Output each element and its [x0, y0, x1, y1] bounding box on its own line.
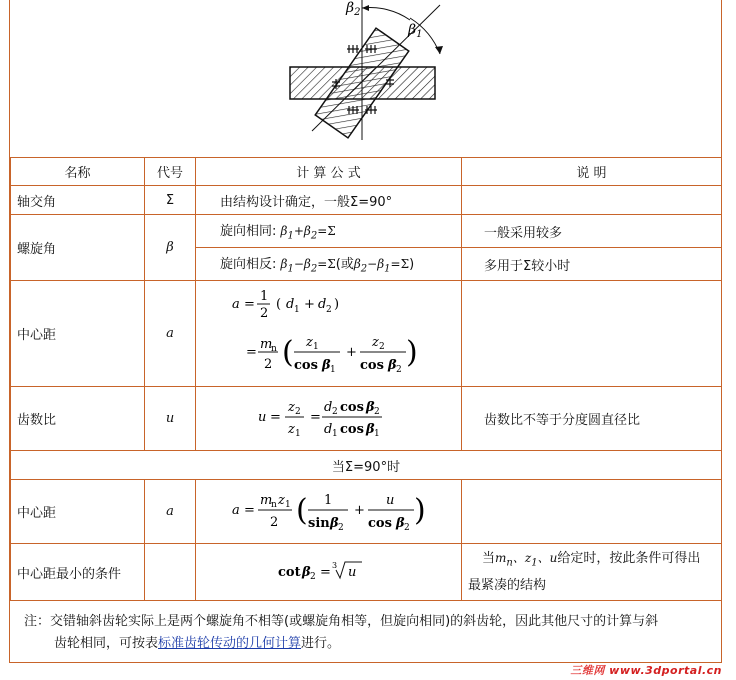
svg-text:=: =: [310, 409, 321, 425]
beta2-label: β: [346, 0, 355, 16]
svg-text:z: z: [372, 334, 379, 350]
svg-text:n: n: [271, 343, 277, 354]
note-prefix: 当: [482, 551, 496, 567]
cell-name: 螺旋角: [11, 215, 145, 281]
svg-text:cos: cos: [360, 357, 384, 373]
svg-text:2: 2: [374, 406, 380, 417]
table-row-section: [11, 451, 722, 480]
alt-prefix: 或: [340, 257, 354, 273]
svg-text:z: z: [278, 492, 285, 508]
opposite-prefix: 旋向相反:: [220, 257, 277, 273]
cell-formula-opposite: 旋向相反: $\beta_1-\beta_2=\Sigma$(或$\beta_2-\beta_1=\Sigma$): [196, 248, 462, 281]
svg-text:1: 1: [294, 304, 300, 315]
cell-note: [462, 480, 722, 544]
svg-text:=: =: [244, 296, 255, 312]
svg-text:cos: cos: [340, 421, 364, 437]
center-distance-90-formula: [202, 482, 452, 538]
cell-symbol: [145, 544, 196, 601]
cell-symbol: u: [145, 387, 196, 451]
svg-text:+: +: [304, 296, 315, 312]
svg-text:1: 1: [260, 288, 269, 304]
cell-name: 轴交角: [11, 186, 145, 215]
var-z-sub: 1: [531, 557, 538, 569]
gear-diagram: [10, 0, 721, 158]
cell-note: 当$m_n$、$z_1$、u给定时，按此条件可得出 最紧凑的结构: [462, 544, 722, 601]
svg-text:β: β: [396, 515, 405, 531]
svg-text:a: a: [232, 502, 240, 518]
svg-text:1: 1: [330, 364, 336, 375]
cell-note: [462, 186, 722, 215]
svg-text:sin: sin: [308, 515, 330, 531]
table-row-center-distance-90: [11, 480, 722, 544]
min-condition-formula: [202, 550, 452, 590]
var-u: u: [549, 551, 558, 566]
svg-text:n: n: [271, 499, 277, 510]
cell-note-opposite: 多用于Σ较小时: [462, 248, 722, 281]
svg-text:1: 1: [295, 428, 301, 439]
svg-text:): ): [334, 296, 340, 312]
svg-text:1: 1: [332, 428, 338, 439]
cell-formula: [196, 544, 462, 601]
cell-note: [462, 281, 722, 387]
svg-text:2: 2: [260, 305, 269, 321]
beta2-subscript: 2: [354, 7, 361, 18]
table-row-ratio: [11, 387, 722, 451]
svg-text:2: 2: [332, 406, 338, 417]
svg-text:=: =: [246, 344, 257, 360]
cell-symbol: a: [145, 480, 196, 544]
cell-formula: [196, 387, 462, 451]
watermark-url: www.3dportal.cn: [609, 664, 722, 677]
beta1-subscript: 1: [416, 29, 423, 40]
svg-text:3: 3: [332, 561, 338, 570]
svg-text:=: =: [244, 502, 255, 518]
footnote-text: 齿轮相同，可按表: [54, 636, 159, 651]
watermark: [570, 662, 722, 678]
cell-formula-same: 旋向相同: $\beta_1+\beta_2=\Sigma$: [196, 215, 462, 248]
svg-text:(: (: [276, 296, 282, 312]
svg-text:2: 2: [295, 406, 301, 417]
svg-text:m: m: [260, 492, 273, 508]
svg-text:=: =: [270, 409, 281, 425]
cell-note-same: 一般采用较多: [462, 215, 722, 248]
svg-text:β: β: [330, 515, 339, 531]
svg-text:2: 2: [270, 514, 279, 530]
svg-text:d: d: [324, 399, 333, 415]
cell-name: 齿数比: [11, 387, 145, 451]
svg-text:): ): [406, 334, 418, 370]
svg-text:u: u: [348, 565, 357, 580]
svg-text:cos: cos: [340, 399, 364, 415]
svg-text:2: 2: [396, 364, 402, 375]
footnote: [10, 605, 721, 655]
watermark-brand: 三维网: [570, 664, 605, 677]
beta1-label: β: [408, 22, 417, 38]
cell-symbol: a: [145, 281, 196, 387]
svg-text:β2: [345, 0, 360, 18]
table-header-row: [11, 158, 722, 186]
var-m-sub: n: [506, 557, 513, 569]
svg-text:z: z: [306, 334, 313, 350]
cell-formula: [196, 281, 462, 387]
note-line2: 最紧凑的结构: [468, 577, 547, 593]
svg-text:u: u: [386, 492, 395, 508]
var-m: m: [495, 551, 507, 566]
svg-text:d: d: [318, 296, 327, 312]
svg-text:+: +: [346, 344, 357, 360]
svg-text:2: 2: [404, 522, 410, 533]
svg-text:m: m: [260, 336, 273, 352]
svg-text:β: β: [388, 357, 397, 373]
svg-text:d: d: [286, 296, 295, 312]
svg-text:2: 2: [264, 356, 273, 372]
svg-text:1: 1: [285, 499, 291, 510]
svg-text:1: 1: [313, 341, 319, 352]
svg-text:+: +: [354, 502, 365, 518]
svg-text:): ): [414, 492, 426, 528]
svg-text:z: z: [288, 399, 295, 415]
svg-text:β: β: [366, 399, 375, 415]
cell-symbol: Σ: [145, 186, 196, 215]
svg-text:cos: cos: [294, 357, 318, 373]
svg-text:1: 1: [374, 428, 380, 439]
table-row-helix-same: [11, 215, 722, 248]
note-mid: 给定时，按此条件可得出: [557, 551, 701, 567]
section-title: 当Σ=90°时: [11, 451, 722, 480]
header-formula: 计 算 公 式: [196, 158, 462, 186]
svg-text:(: (: [296, 492, 308, 528]
svg-text:β: β: [366, 421, 375, 437]
cell-name: 中心距: [11, 281, 145, 387]
cell-formula: 由结构设计确定，一般Σ=90°: [196, 186, 462, 215]
table-row-center-distance: [11, 281, 722, 387]
svg-text:z: z: [288, 421, 295, 437]
header-symbol: 代号: [145, 158, 196, 186]
beta2-arc: [362, 8, 410, 20]
footnote-end: 进行。: [301, 636, 341, 651]
header-note: 说 明: [462, 158, 722, 186]
svg-text:β: β: [322, 357, 331, 373]
svg-text:2: 2: [310, 572, 316, 582]
same-prefix: 旋向相同:: [220, 224, 277, 240]
footnote-line1: 注：交错轴斜齿轮实际上是两个螺旋角不相等(或螺旋角相等，但旋向相同)的斜齿轮，因此其他尺寸的计算与斜: [24, 614, 659, 629]
header-name: 名称: [11, 158, 145, 186]
footnote-line2: [24, 633, 711, 655]
cell-symbol: β: [145, 215, 196, 281]
svg-text:d: d: [324, 421, 333, 437]
svg-text:2: 2: [338, 522, 344, 533]
svg-text:β: β: [302, 565, 311, 580]
var-z: z: [524, 551, 532, 566]
svg-text:1: 1: [324, 492, 333, 508]
table-row-min-condition: [11, 544, 722, 601]
ratio-formula: [202, 389, 452, 445]
center-distance-formula: [202, 284, 452, 380]
crossed-gears-figure: [10, 0, 721, 157]
svg-text:2: 2: [326, 304, 332, 315]
svg-text:u: u: [258, 409, 267, 425]
cell-name: 中心距最小的条件: [11, 544, 145, 601]
cell-note: 齿数比不等于分度圆直径比: [462, 387, 722, 451]
svg-text:=: =: [320, 565, 331, 580]
svg-text:cos: cos: [368, 515, 392, 531]
formula-table: [10, 157, 722, 601]
table-row-shaft-angle: [11, 186, 722, 215]
cell-name: 中心距: [11, 480, 145, 544]
svg-text:2: 2: [379, 341, 385, 352]
cell-formula: [196, 480, 462, 544]
svg-text:(: (: [282, 334, 294, 370]
geometry-table-link[interactable]: 标准齿轮传动的几何计算: [158, 636, 302, 651]
svg-text:cot: cot: [278, 565, 301, 580]
svg-text:a: a: [232, 296, 240, 312]
